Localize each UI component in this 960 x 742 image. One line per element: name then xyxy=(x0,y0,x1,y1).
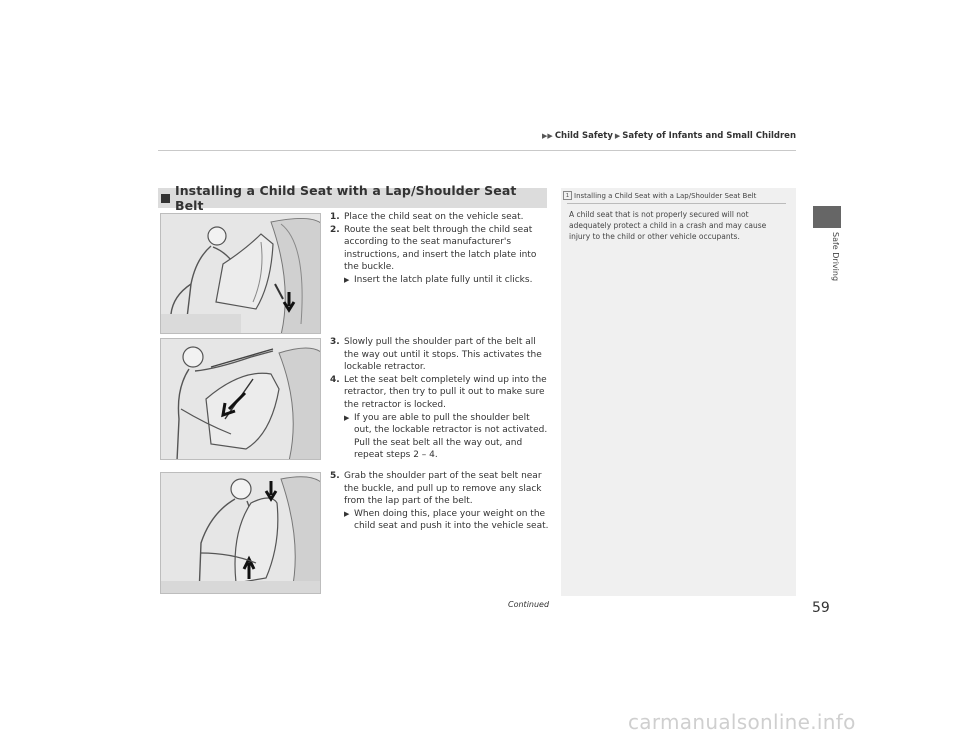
illustration-remove-slack xyxy=(160,472,321,594)
steps-group-3 xyxy=(330,470,550,533)
steps-group-2 xyxy=(330,336,550,462)
subnote-text: If you are able to pull the shoulder belt out, the lockable retractor is not activated. Pull the seat belt all the way out, and repeat steps 2 – 4. xyxy=(354,412,548,461)
step-subnote xyxy=(344,508,550,533)
triangle-icon: ▶▶ xyxy=(542,132,553,140)
note-number-icon: 1 xyxy=(563,191,572,200)
step-item xyxy=(330,224,550,274)
breadcrumb-part-2: Safety of Infants and Small Children xyxy=(622,131,796,141)
square-bullet-icon xyxy=(161,194,170,203)
note-header xyxy=(561,188,796,200)
step-subnote xyxy=(344,274,550,287)
illustration-place-child-seat xyxy=(160,213,321,334)
step-text: Grab the shoulder part of the seat belt near the buckle, and pull up to remove any slack from the lap part of the belt. xyxy=(344,471,542,507)
step-text: Route the seat belt through the child seat according to the seat manufacturer's instructions, and insert the latch plate into the buckle. xyxy=(344,224,537,273)
breadcrumb-part-1: Child Safety xyxy=(554,131,613,141)
chapter-tab xyxy=(813,206,841,228)
note-body: A child seat that is not properly secured will not adequately protect a child in a crash and may cause injury to the child or other vehicle occupants. xyxy=(569,210,767,241)
step-number: 2. xyxy=(330,224,340,235)
step-text: Slowly pull the shoulder part of the belt all the way out until it stops. This activates the lockable retractor. xyxy=(344,337,542,373)
section-header xyxy=(158,183,547,213)
step-item xyxy=(330,336,550,374)
triangle-icon: ▶ xyxy=(344,509,350,518)
subnote-text: When doing this, place your weight on the child seat and push it into the vehicle seat. xyxy=(354,508,549,532)
step-item xyxy=(330,470,550,508)
header-rule xyxy=(158,150,796,151)
step-number: 3. xyxy=(330,337,340,347)
step-number: 5. xyxy=(330,471,340,481)
breadcrumb xyxy=(542,131,796,141)
subnote-text: Insert the latch plate fully until it clicks. xyxy=(354,274,533,285)
step-text: Place the child seat on the vehicle seat. xyxy=(344,212,524,222)
page-number: 59 xyxy=(812,600,830,616)
step-item xyxy=(330,211,550,224)
notes-panel xyxy=(561,188,796,596)
illustration-pull-shoulder-belt xyxy=(160,338,321,460)
triangle-icon: ▶ xyxy=(614,132,621,140)
continued-label: Continued xyxy=(508,600,550,609)
step-number: 1. xyxy=(330,212,340,222)
step-subnote xyxy=(344,412,550,462)
section-title: Installing a Child Seat with a Lap/Shoulder Seat Belt xyxy=(174,183,517,213)
step-item xyxy=(330,374,550,412)
watermark: carmanualsonline.info xyxy=(628,710,856,734)
step-text: Let the seat belt completely wind up into the retractor, then try to pull it out to make sure the retractor is locked. xyxy=(344,374,547,410)
note-title: Installing a Child Seat with a Lap/Shoulder Seat Belt xyxy=(574,191,757,200)
steps-group-1 xyxy=(330,211,550,287)
chapter-label: Safe Driving xyxy=(831,232,840,282)
triangle-icon: ▶ xyxy=(344,275,350,284)
triangle-icon: ▶ xyxy=(344,413,350,422)
step-number: 4. xyxy=(330,374,340,385)
